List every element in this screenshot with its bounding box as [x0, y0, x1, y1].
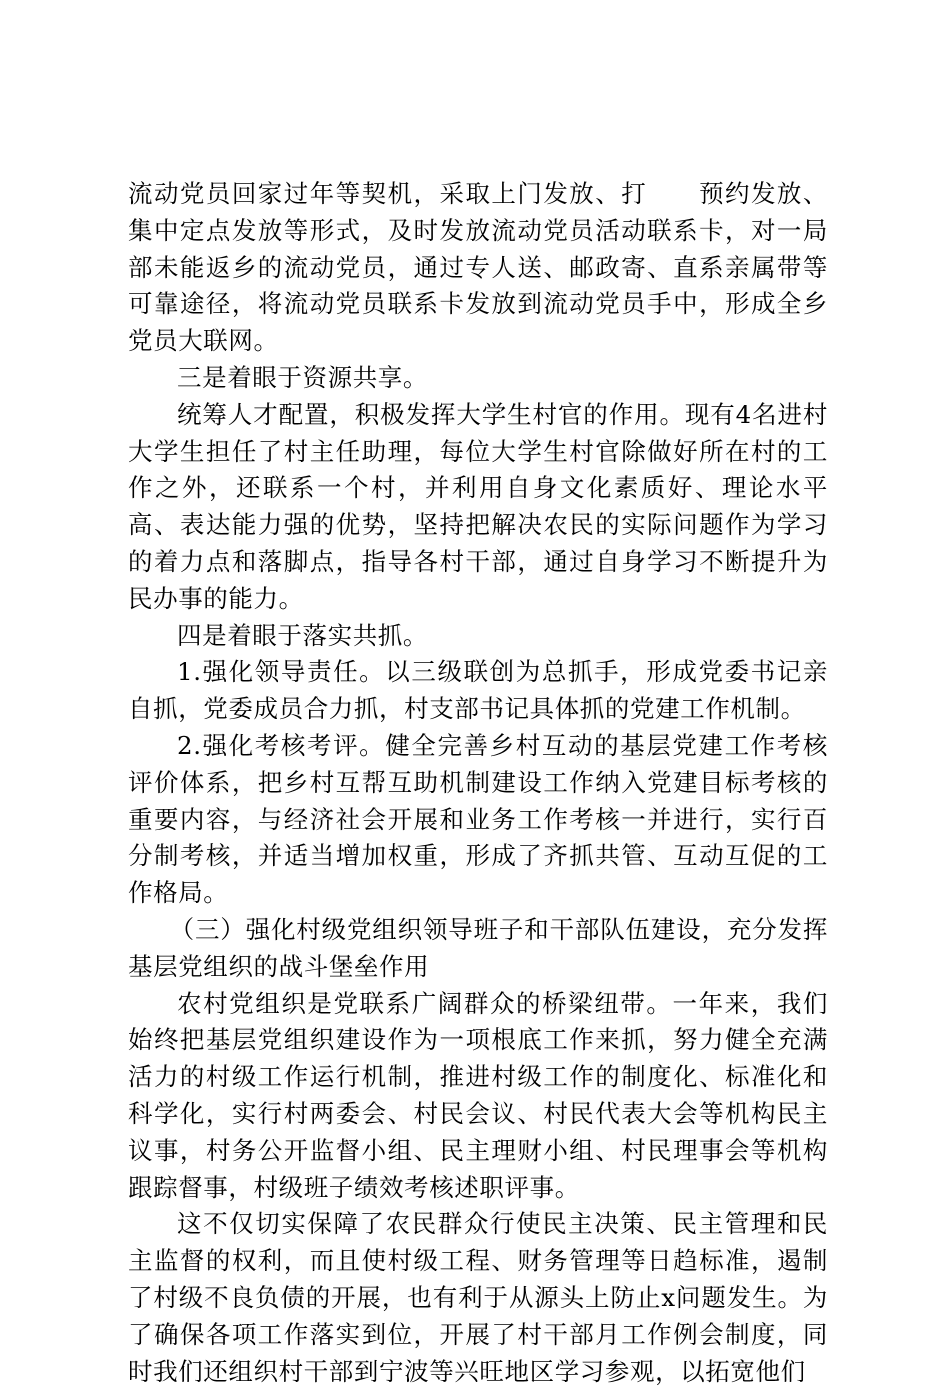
paragraph-continuation: 流动党员回家过年等契机，采取上门发放、打 预约发放、集中定点发放等形式，及时发放流动党员活动联系卡，对一局部未能返乡的流动党员，通过专人送、邮政寄、直系亲属带等可靠途径，将流动党员联系卡发放到流动党员手中，形成全乡党员大联网。 — [128, 179, 828, 356]
list-item-leadership-responsibility: 1.强化领导责任。以三级联创为总抓手，形成党委书记亲自抓，党委成员合力抓，村支部书记具体抓的党建工作机制。 — [128, 657, 828, 724]
paragraph-democratic-rights: 这不仅切实保障了农民群众行使民主决策、民主管理和民主监督的权利，而且使村级工程、财务管理等日趋标准，遏制了村级不良负债的开展，也有利于从源头上防止x问题发生。为了确保各项工作落实到位，开展了村干部月工作例会制度，同时我们还组织村干部到宁波等兴旺地区学习参观，以拓宽他们 — [128, 1209, 828, 1386]
list-item-assessment: 2.强化考核考评。健全完善乡村互动的基层党建工作考核评价体系，把乡村互帮互助机制建设工作纳入党建目标考核的重要内容，与经济社会开展和业务工作考核一并进行，实行百分制考核，并适当增加权重，形成了齐抓共管、互动互促的工作格局。 — [128, 730, 828, 908]
section-heading-resource-sharing: 三是着眼于资源共享。 — [177, 362, 428, 392]
paragraph-party-organization-bridge: 农村党组织是党联系广阔群众的桥梁纽带。一年来，我们始终把基层党组织建设作为一项根底工作来抓，努力健全充满活力的村级工作运行机制，推进村级工作的制度化、标准化和科学化，实行村两委会、村民会议、村民代表大会等机构民主议事，村务公开监督小组、民主理财小组、村民理事会等机构跟踪督事，村级班子绩效考核述职评事。 — [128, 988, 828, 1202]
paragraph-talent-allocation: 统筹人才配置，积极发挥大学生村官的作用。现有4名进村大学生担任了村主任助理，每位大学生村官除做好所在村的工作之外，还联系一个村，并利用自身文化素质好、理论水平高、表达能力强的优势，坚持把解决农民的实际问题作为学习的着力点和落脚点，指导各村干部，通过自身学习不断提升为民办事的能力。 — [128, 399, 828, 613]
section-heading-village-party-organization: （三）强化村级党组织领导班子和干部队伍建设，充分发挥基层党组织的战斗堡垒作用 — [128, 914, 828, 981]
section-heading-joint-implementation: 四是着眼于落实共抓。 — [177, 620, 428, 650]
document-body — [128, 176, 828, 1390]
